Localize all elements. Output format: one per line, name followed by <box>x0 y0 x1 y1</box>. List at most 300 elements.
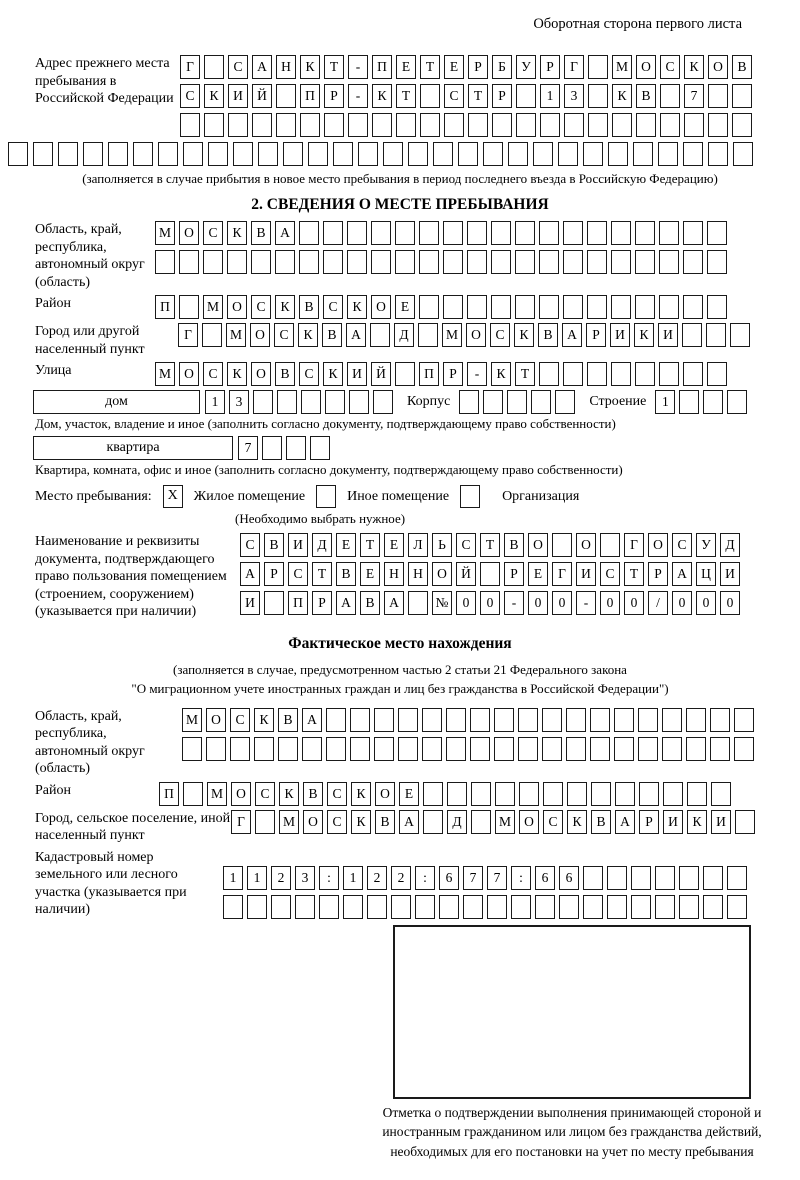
char-cell: К <box>684 55 704 79</box>
char-cell: И <box>610 323 630 347</box>
char-cell: А <box>240 562 260 586</box>
char-cell <box>202 323 222 347</box>
char-cell <box>708 84 728 108</box>
char-cell <box>372 113 392 137</box>
char-cell <box>539 295 559 319</box>
apartment-note: Квартира, комната, офис и иное (заполнить согласно документу, подтверждающему право собственности) <box>35 462 623 477</box>
char-cell <box>326 737 346 761</box>
char-cell <box>590 708 610 732</box>
document-row3 <box>240 591 744 615</box>
al-region-row1 <box>182 708 758 732</box>
char-cell: В <box>591 810 611 834</box>
char-cell: Е <box>396 55 416 79</box>
char-cell: : <box>511 866 531 890</box>
char-cell <box>395 362 415 386</box>
char-cell: К <box>491 362 511 386</box>
prev-address-row1 <box>180 55 756 79</box>
char-cell <box>155 250 175 274</box>
char-cell <box>707 221 727 245</box>
char-cell <box>183 142 203 166</box>
char-cell <box>559 895 579 919</box>
char-cell <box>703 895 723 919</box>
char-cell <box>470 708 490 732</box>
char-cell: О <box>528 533 548 557</box>
char-cell <box>319 895 339 919</box>
char-cell <box>325 390 345 414</box>
char-cell: М <box>207 782 227 806</box>
char-cell <box>507 390 527 414</box>
char-cell: С <box>600 562 620 586</box>
street-row <box>155 362 731 386</box>
char-cell: О <box>206 708 226 732</box>
char-cell <box>587 295 607 319</box>
al-region-label: Область, край, республика, автономный округ (область) <box>35 708 145 776</box>
char-cell: Е <box>444 55 464 79</box>
al-city-row <box>231 810 759 834</box>
char-cell <box>708 142 728 166</box>
char-cell <box>615 782 635 806</box>
char-cell <box>686 708 706 732</box>
char-cell: И <box>288 533 308 557</box>
char-cell <box>286 436 306 460</box>
char-cell: 1 <box>247 866 267 890</box>
char-cell: Р <box>312 591 332 615</box>
char-cell <box>516 113 536 137</box>
char-cell: М <box>203 295 223 319</box>
char-cell: В <box>278 708 298 732</box>
char-cell: Р <box>586 323 606 347</box>
char-cell: В <box>303 782 323 806</box>
char-cell <box>264 591 284 615</box>
char-cell: В <box>636 84 656 108</box>
char-cell <box>567 782 587 806</box>
char-cell: Г <box>178 323 198 347</box>
char-cell: А <box>252 55 272 79</box>
char-cell <box>563 295 583 319</box>
char-cell <box>659 362 679 386</box>
char-cell <box>204 55 224 79</box>
char-cell: 3 <box>295 866 315 890</box>
char-cell <box>611 250 631 274</box>
char-cell: И <box>663 810 683 834</box>
char-cell: И <box>658 323 678 347</box>
char-cell: С <box>230 708 250 732</box>
char-cell: В <box>538 323 558 347</box>
char-cell <box>183 782 203 806</box>
char-cell: К <box>351 810 371 834</box>
char-cell <box>223 895 243 919</box>
char-cell: О <box>432 562 452 586</box>
char-cell: К <box>347 295 367 319</box>
char-cell <box>439 895 459 919</box>
char-cell <box>283 142 303 166</box>
char-cell <box>684 113 704 137</box>
char-cell: Т <box>396 84 416 108</box>
document-row2 <box>240 562 744 586</box>
char-cell <box>635 250 655 274</box>
char-cell <box>383 142 403 166</box>
char-cell <box>422 708 442 732</box>
char-cell: О <box>576 533 596 557</box>
char-cell: П <box>155 295 175 319</box>
char-cell: Е <box>528 562 548 586</box>
char-cell <box>734 737 754 761</box>
char-cell <box>679 390 699 414</box>
char-cell: Й <box>456 562 476 586</box>
char-cell <box>374 737 394 761</box>
char-cell <box>662 708 682 732</box>
char-cell: М <box>155 362 175 386</box>
char-cell <box>208 142 228 166</box>
stamp-area <box>382 925 793 1162</box>
char-cell: 6 <box>559 866 579 890</box>
char-cell: О <box>303 810 323 834</box>
char-cell <box>370 323 390 347</box>
prev-address-field <box>0 55 800 137</box>
char-cell: В <box>264 533 284 557</box>
char-cell: Ц <box>696 562 716 586</box>
char-cell: Д <box>312 533 332 557</box>
checkbox-other-premises <box>316 485 336 508</box>
char-cell <box>633 142 653 166</box>
apartment-row-cells <box>238 436 334 460</box>
char-cell <box>707 250 727 274</box>
char-cell <box>539 362 559 386</box>
char-cell: С <box>456 533 476 557</box>
char-cell <box>727 390 747 414</box>
char-cell <box>659 221 679 245</box>
char-cell <box>710 737 730 761</box>
char-cell: Т <box>324 55 344 79</box>
char-cell: М <box>155 221 175 245</box>
char-cell <box>515 250 535 274</box>
char-cell <box>707 295 727 319</box>
char-cell <box>487 895 507 919</box>
char-cell <box>663 782 683 806</box>
char-cell <box>631 895 651 919</box>
char-cell <box>543 782 563 806</box>
char-cell <box>446 708 466 732</box>
char-cell: В <box>360 591 380 615</box>
al-region-field <box>0 708 800 778</box>
char-cell <box>271 895 291 919</box>
char-cell <box>600 533 620 557</box>
char-cell <box>587 221 607 245</box>
cadastre-label: Кадастровый номер земельного или лесного участка (указывается при наличии) <box>35 849 187 917</box>
char-cell <box>367 895 387 919</box>
char-cell: К <box>634 323 654 347</box>
char-cell <box>683 250 703 274</box>
char-cell <box>83 142 103 166</box>
char-cell <box>483 390 503 414</box>
char-cell: К <box>514 323 534 347</box>
char-cell: А <box>672 562 692 586</box>
char-cell <box>277 390 297 414</box>
char-cell: Б <box>492 55 512 79</box>
char-cell <box>682 323 702 347</box>
char-cell: Т <box>480 533 500 557</box>
char-cell <box>492 113 512 137</box>
al-region-cellrows <box>182 708 758 761</box>
char-cell: П <box>300 84 320 108</box>
char-cell: С <box>274 323 294 347</box>
char-cell <box>535 895 555 919</box>
char-cell <box>247 895 267 919</box>
char-cell <box>324 113 344 137</box>
char-cell: А <box>302 708 322 732</box>
char-cell <box>463 895 483 919</box>
char-cell <box>254 737 274 761</box>
char-cell: Е <box>395 295 415 319</box>
char-cell <box>659 250 679 274</box>
house-row-cells <box>205 390 397 414</box>
char-cell: № <box>432 591 452 615</box>
char-cell: - <box>467 362 487 386</box>
char-cell <box>374 708 394 732</box>
char-cell: А <box>275 221 295 245</box>
char-cell: О <box>648 533 668 557</box>
char-cell: И <box>240 591 260 615</box>
char-cell <box>419 295 439 319</box>
char-cell <box>587 250 607 274</box>
char-cell <box>563 221 583 245</box>
char-cell: Р <box>324 84 344 108</box>
char-cell: М <box>495 810 515 834</box>
char-cell: С <box>203 221 223 245</box>
char-cell <box>611 362 631 386</box>
char-cell: О <box>636 55 656 79</box>
char-cell: С <box>543 810 563 834</box>
char-cell <box>228 113 248 137</box>
char-cell <box>639 782 659 806</box>
char-cell <box>301 390 321 414</box>
char-cell <box>735 810 755 834</box>
char-cell: М <box>182 708 202 732</box>
char-cell <box>350 708 370 732</box>
apartment-box-label: квартира <box>33 436 233 460</box>
char-cell <box>733 142 753 166</box>
char-cell <box>443 221 463 245</box>
char-cell: К <box>275 295 295 319</box>
char-cell <box>542 737 562 761</box>
char-cell <box>471 810 491 834</box>
char-cell: Ь <box>432 533 452 557</box>
char-cell <box>350 737 370 761</box>
char-cell <box>583 142 603 166</box>
actual-location-note2: "О миграционном учете иностранных граждан и лиц без гражданства в Российской Федерации") <box>131 681 669 696</box>
char-cell: Т <box>420 55 440 79</box>
char-cell <box>253 390 273 414</box>
char-cell <box>655 895 675 919</box>
char-cell: Р <box>443 362 463 386</box>
char-cell <box>683 295 703 319</box>
street-label: Улица <box>35 363 72 378</box>
char-cell: И <box>711 810 731 834</box>
char-cell: А <box>562 323 582 347</box>
char-cell <box>233 142 253 166</box>
char-cell <box>333 142 353 166</box>
char-cell <box>679 895 699 919</box>
page-title: Оборотная сторона первого листа <box>533 16 742 32</box>
char-cell: Р <box>468 55 488 79</box>
char-cell <box>398 708 418 732</box>
char-cell <box>419 250 439 274</box>
char-cell <box>659 295 679 319</box>
char-cell: В <box>299 295 319 319</box>
city-row <box>178 323 754 347</box>
char-cell <box>710 708 730 732</box>
char-cell: О <box>371 295 391 319</box>
char-cell <box>444 113 464 137</box>
char-cell <box>679 866 699 890</box>
char-cell <box>446 737 466 761</box>
char-cell: Р <box>639 810 659 834</box>
stamp-note: Отметка о подтверждении выполнения принимающей стороной и иностранным гражданином или лицом без гражданства действий, необходимых для его постановки на учет по месту пребывания <box>382 1104 762 1159</box>
char-cell: 0 <box>456 591 476 615</box>
char-cell <box>8 142 28 166</box>
checkbox-residential: X <box>163 485 183 508</box>
char-cell <box>588 113 608 137</box>
char-cell <box>415 895 435 919</box>
char-cell <box>468 113 488 137</box>
char-cell <box>480 562 500 586</box>
char-cell: 3 <box>229 390 249 414</box>
char-cell: В <box>375 810 395 834</box>
char-cell: К <box>567 810 587 834</box>
char-cell: Е <box>399 782 419 806</box>
char-cell <box>278 737 298 761</box>
char-cell: - <box>576 591 596 615</box>
char-cell: Н <box>408 562 428 586</box>
char-cell <box>533 142 553 166</box>
char-cell <box>655 866 675 890</box>
char-cell: 2 <box>391 866 411 890</box>
prev-address-row3 <box>180 113 756 137</box>
char-cell <box>611 221 631 245</box>
char-cell <box>471 782 491 806</box>
char-cell <box>33 142 53 166</box>
char-cell: 6 <box>535 866 555 890</box>
char-cell <box>707 362 727 386</box>
char-cell: Р <box>504 562 524 586</box>
char-cell <box>58 142 78 166</box>
char-cell: А <box>346 323 366 347</box>
char-cell <box>703 390 723 414</box>
char-cell <box>467 295 487 319</box>
char-cell: 0 <box>624 591 644 615</box>
cadastre-row1 <box>223 866 751 890</box>
house-box-label: дом <box>33 390 200 414</box>
char-cell <box>590 737 610 761</box>
char-cell <box>395 221 415 245</box>
char-cell <box>588 84 608 108</box>
char-cell: Л <box>408 533 428 557</box>
document-label: Наименование и реквизиты документа, подтверждающего право пользования помещением (строением, сооружением) (указывается при наличии) <box>35 534 227 619</box>
char-cell: У <box>696 533 716 557</box>
char-cell: Т <box>360 533 380 557</box>
stay-option-organization: Организация <box>502 488 580 504</box>
char-cell <box>564 113 584 137</box>
document-row1 <box>240 533 744 557</box>
prev-address-row2 <box>180 84 756 108</box>
char-cell: : <box>319 866 339 890</box>
char-cell <box>516 84 536 108</box>
char-cell: А <box>336 591 356 615</box>
char-cell: Г <box>552 562 572 586</box>
char-cell: О <box>227 295 247 319</box>
char-cell: С <box>490 323 510 347</box>
char-cell: 0 <box>552 591 572 615</box>
char-cell <box>299 250 319 274</box>
cadastre-cellrows <box>223 866 751 919</box>
char-cell <box>734 708 754 732</box>
char-cell <box>326 708 346 732</box>
district-label: Район <box>35 296 71 311</box>
cadastre-field <box>0 849 800 919</box>
char-cell <box>458 142 478 166</box>
actual-location-note1: (заполняется в случае, предусмотренном частью 2 статьи 21 Федерального закона <box>173 661 627 677</box>
char-cell <box>391 895 411 919</box>
char-cell: С <box>299 362 319 386</box>
char-cell: С <box>672 533 692 557</box>
char-cell <box>495 782 515 806</box>
char-cell: М <box>442 323 462 347</box>
char-cell: С <box>255 782 275 806</box>
char-cell <box>420 113 440 137</box>
char-cell <box>419 221 439 245</box>
char-cell: Р <box>648 562 668 586</box>
char-cell <box>323 250 343 274</box>
char-cell <box>433 142 453 166</box>
char-cell <box>566 708 586 732</box>
char-cell <box>636 113 656 137</box>
char-cell <box>608 142 628 166</box>
char-cell: - <box>504 591 524 615</box>
char-cell: П <box>372 55 392 79</box>
char-cell <box>555 390 575 414</box>
char-cell: К <box>298 323 318 347</box>
char-cell: О <box>179 362 199 386</box>
char-cell <box>251 250 271 274</box>
char-cell: В <box>251 221 271 245</box>
char-cell <box>607 866 627 890</box>
char-cell: 7 <box>487 866 507 890</box>
city-field <box>0 323 800 358</box>
char-cell: И <box>228 84 248 108</box>
char-cell: В <box>275 362 295 386</box>
char-cell: Т <box>624 562 644 586</box>
char-cell <box>566 737 586 761</box>
region-label: Область, край, республика, автономный округ (область) <box>35 222 145 290</box>
char-cell <box>563 250 583 274</box>
char-cell: К <box>279 782 299 806</box>
char-cell: К <box>254 708 274 732</box>
char-cell: М <box>226 323 246 347</box>
prev-address-note: (заполняется в случае прибытия в новое место пребывания в период последнего въезда в Российскую Федерацию) <box>82 171 718 186</box>
char-cell <box>552 533 572 557</box>
char-cell <box>511 895 531 919</box>
char-cell <box>542 708 562 732</box>
char-cell: О <box>179 221 199 245</box>
char-cell <box>660 113 680 137</box>
char-cell: Р <box>540 55 560 79</box>
char-cell <box>614 708 634 732</box>
char-cell <box>494 708 514 732</box>
char-cell: Е <box>360 562 380 586</box>
stay-option-other: Иное помещение <box>347 488 450 504</box>
stay-type-label: Место пребывания: <box>35 488 152 504</box>
char-cell <box>711 782 731 806</box>
